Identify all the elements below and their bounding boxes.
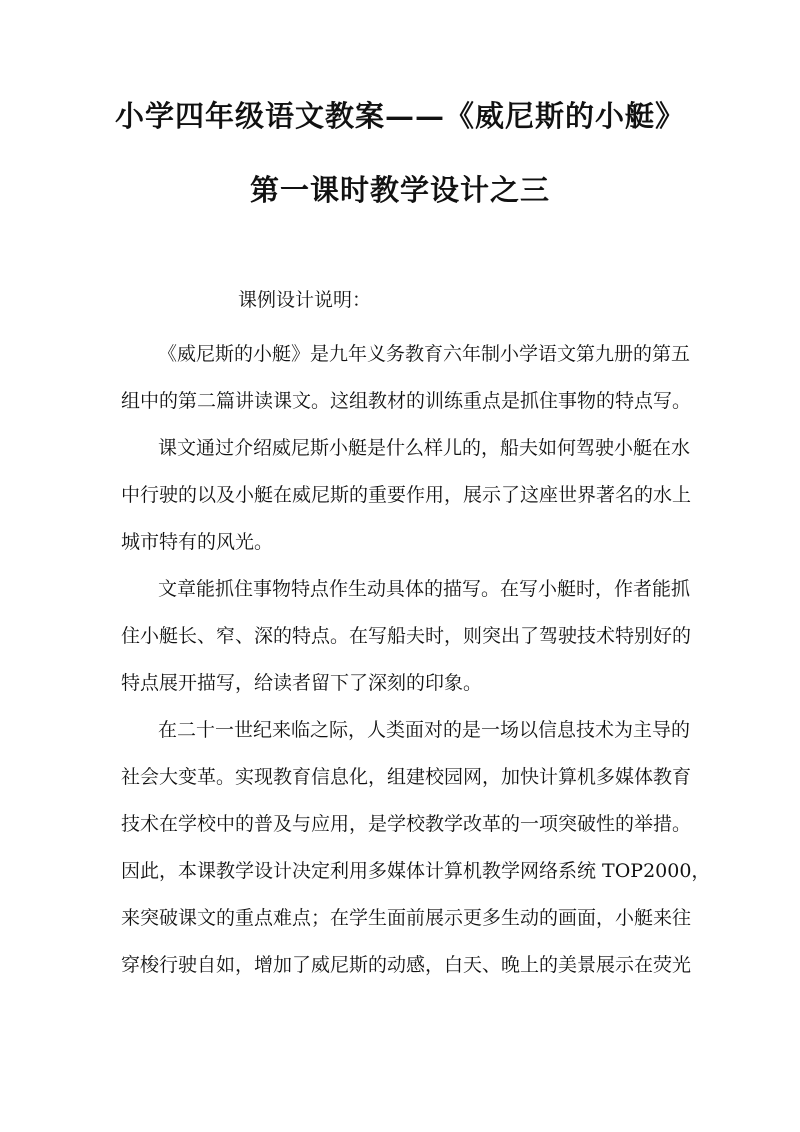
paragraph-line: 组中的第二篇讲读课文。这组教材的训练重点是抓住事物的特点写。 bbox=[121, 390, 692, 412]
paragraph-line: 文章能抓住事物特点作生动具体的描写。在写小艇时，作者能抓 bbox=[158, 578, 691, 600]
paragraph-line: 因此，本课教学设计决定利用多媒体计算机教学网络系统 TOP2000， bbox=[121, 860, 711, 882]
paragraph-line: 住小艇长、窄、深的特点。在写船夫时，则突出了驾驶技术特别好的 bbox=[121, 625, 692, 647]
paragraph-line: 社会大变革。实现教育信息化，组建校园网，加快计算机多媒体教育 bbox=[121, 766, 692, 788]
paragraph-line: 课文通过介绍威尼斯小艇是什么样儿的，船夫如何驾驶小艇在水 bbox=[158, 437, 691, 459]
paragraph-line: 穿梭行驶自如，增加了威尼斯的动感，白天、晚上的美景展示在荧光 bbox=[121, 954, 692, 976]
paragraph-line: 中行驶的以及小艇在威尼斯的重要作用，展示了这座世界著名的水上 bbox=[121, 484, 692, 506]
paragraph-line: 在二十一世纪来临之际，人类面对的是一场以信息技术为主导的 bbox=[158, 719, 691, 741]
paragraph-line: 《威尼斯的小艇》是九年义务教育六年制小学语文第九册的第五 bbox=[158, 343, 691, 365]
paragraph-line: 技术在学校中的普及与应用，是学校教学改革的一项突破性的举措。 bbox=[121, 813, 692, 835]
document-subtitle: 第一课时教学设计之三 bbox=[249, 173, 550, 207]
paragraph-line: 来突破课文的重点难点；在学生面前展示更多生动的画面，小艇来往 bbox=[121, 907, 692, 929]
paragraph-line: 城市特有的风光。 bbox=[121, 531, 274, 553]
document-title: 小学四年级语文教案——《威尼斯的小艇》 bbox=[114, 99, 685, 133]
paragraph-line: 特点展开描写，给读者留下了深刻的印象。 bbox=[121, 672, 483, 694]
section-heading: 课例设计说明： bbox=[238, 289, 372, 311]
